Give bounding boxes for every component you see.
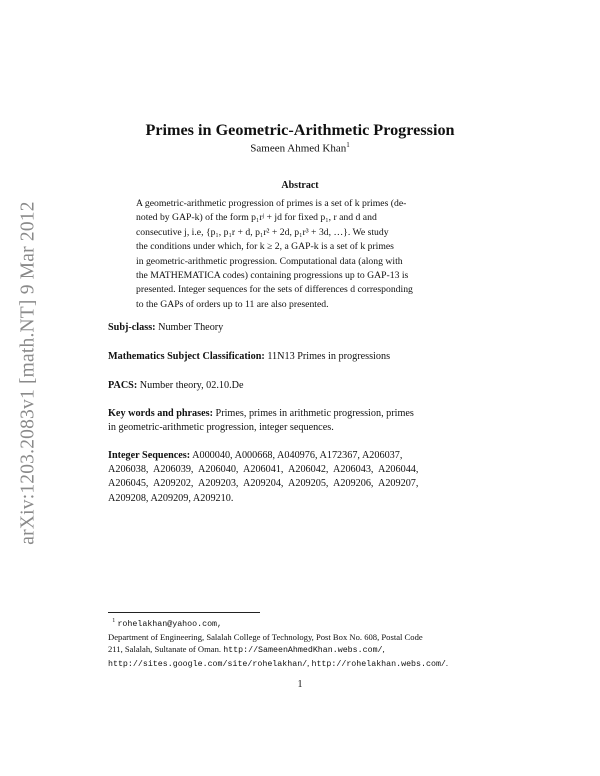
footnote-address: 211, Salalah, Sultanate of Oman. [108, 644, 222, 655]
msc-value: 11N13 Primes in progressions [267, 351, 391, 362]
subj-class-section [108, 321, 490, 335]
footnote-email-link[interactable]: rohelakhan@yahoo.com, [117, 619, 223, 629]
author-line [0, 141, 600, 155]
msc-section [108, 350, 490, 364]
keywords-section [108, 407, 490, 435]
abstract-line: noted by GAP-k) of the form p₁rʲ + jd for fixed p₁, r and d and [136, 212, 377, 224]
subj-class-label: Subj-class: [108, 322, 156, 333]
integer-sequences-section [108, 449, 490, 506]
footnote-affiliation: Department of Engineering, Salalah College of Technology, Post Box No. 608, Postal Code [108, 632, 423, 643]
abstract-line: consecutive j, i.e, {p₁, p₁r + d, p₁r² + 2d, p₁r³ + 3d, …}. We study [136, 226, 389, 238]
abstract-body [136, 197, 465, 312]
msc-label: Mathematics Subject Classification: [108, 351, 265, 362]
integer-sequences-label: Integer Sequences: [108, 450, 191, 461]
abstract-line: to the GAPs of orders up to 11 are also presented. [136, 298, 329, 310]
abstract-line: presented. Integer sequences for the sets of differences d corresponding [136, 284, 413, 296]
keywords-line: in geometric-arithmetic progression, integer sequences. [108, 422, 334, 434]
abstract-line: A geometric-arithmetic progression of primes is a set of k primes (de- [136, 198, 407, 209]
footnote-homepage-link[interactable]: http://SameenAhmedKhan.webs.com/ [223, 646, 383, 656]
page-number: 1 [297, 679, 303, 690]
pacs-value: Number theory, 02.10.De [139, 380, 244, 391]
abstract-line: in geometric-arithmetic progression. Computational data (along with [136, 255, 403, 267]
integer-sequences-line: A206038, A206039, A206040, A206041, A206042, A206043, A206044, [108, 464, 419, 476]
arxiv-stamp-text: arXiv:1203.2083v1 [math.NT] 9 Mar 2012 [18, 201, 40, 545]
keywords-line: Primes, primes in arithmetic progression, primes [215, 408, 414, 419]
footnote-webs-link[interactable]: http://rohelakhan.webs.com/ [311, 660, 446, 670]
footnote: $^1$ rohelakhan@yahoo.com, Department of Engineering, Salalah College of Technology, Post Box No. 608, Postal Code 211, Salalah, Sultanate of Oman. http://SameenAhmedKhan.webs.com/, http://sites.google.com/site/rohelakhan/, http://rohelakhan.webs.com/. [108, 615, 493, 672]
footnote-rule [108, 612, 260, 613]
arxiv-identifier-stamp [18, 183, 40, 563]
integer-sequences-line: A000040, A000668, A040976, A172367, A206037, [192, 450, 403, 461]
abstract-line: the MATHEMATICA codes) containing progressions up to GAP-13 is [136, 269, 409, 281]
pacs-label: PACS: [108, 380, 138, 391]
paper-title: Primes in Geometric-Arithmetic Progression [145, 121, 455, 139]
integer-sequences-line: A209208, A209209, A209210. [108, 492, 234, 504]
footnote-mark: 1 [112, 618, 116, 624]
abstract-heading: Abstract [281, 180, 319, 191]
footnote-google-site-link[interactable]: http://sites.google.com/site/rohelakhan/ [108, 660, 308, 670]
author-name: Sameen Ahmed Khan [250, 142, 347, 155]
pacs-section [108, 379, 490, 393]
keywords-label: Key words and phrases: [108, 408, 213, 419]
abstract-line: the conditions under which, for k ≥ 2, a GAP-k is a set of k primes [136, 241, 394, 253]
integer-sequences-line: A206045, A209202, A209203, A209204, A209205, A209206, A209207, [108, 478, 419, 490]
subj-class-value: Number Theory [158, 322, 224, 333]
author-footnote-mark: 1 [346, 141, 350, 149]
